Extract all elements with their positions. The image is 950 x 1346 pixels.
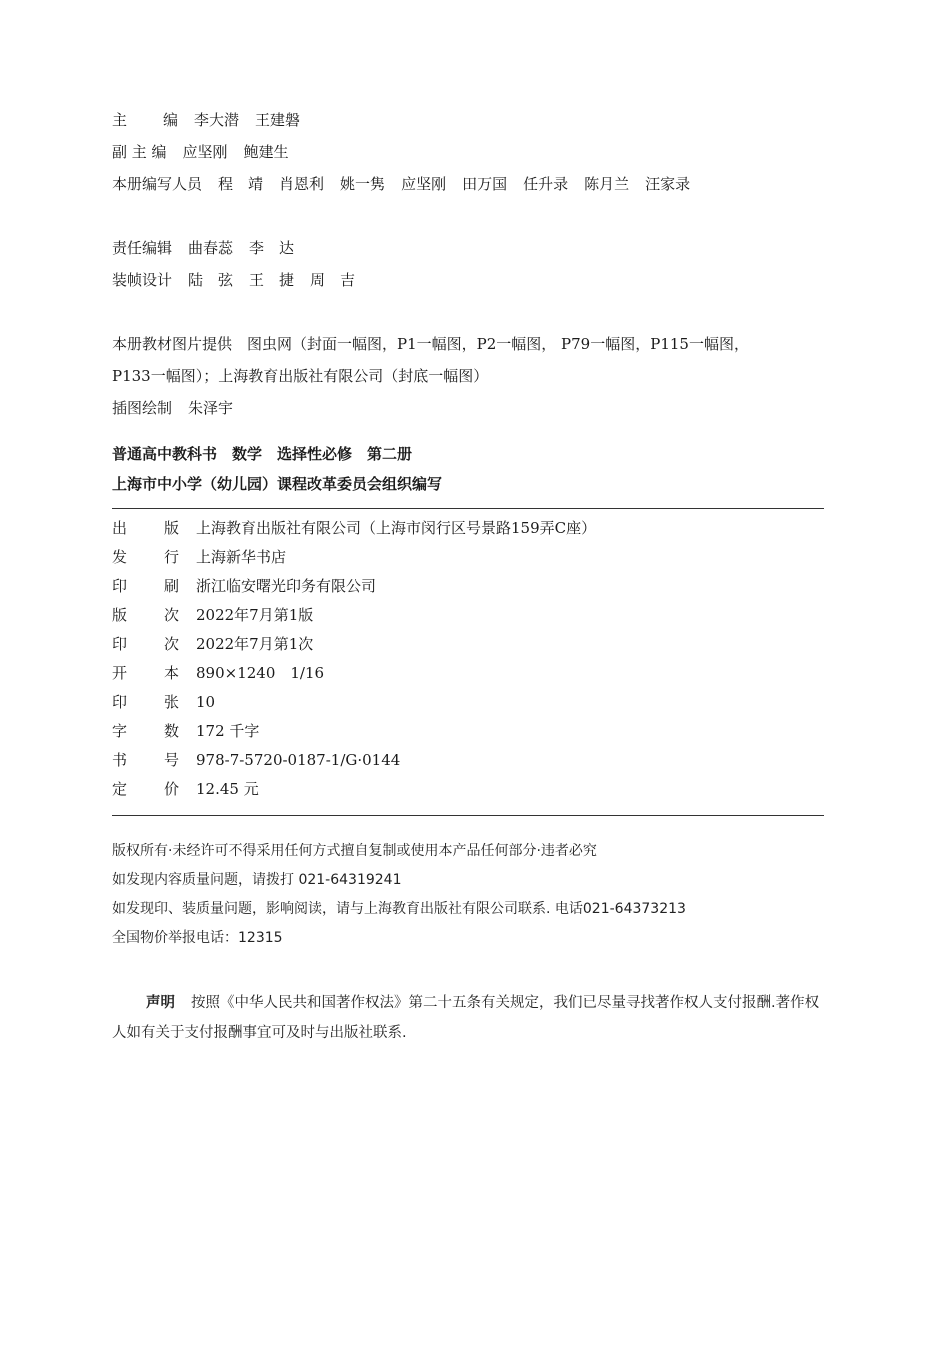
illustration-line bbox=[112, 398, 233, 418]
info-value: 上海新华书店 bbox=[196, 548, 287, 566]
responsible-editor-name: 李 达 bbox=[249, 239, 295, 257]
info-key: 次 bbox=[164, 635, 180, 653]
top-divider bbox=[112, 508, 824, 509]
info-value: 12.45 元 bbox=[196, 780, 259, 798]
info-value: 浙江临安曙光印务有限公司 bbox=[196, 577, 377, 595]
responsible-editor-label: 责任编辑 bbox=[112, 239, 173, 257]
chief-editor-label-b: 编 bbox=[163, 111, 179, 129]
writer-name: 肖恩利 bbox=[279, 175, 325, 193]
writer-name: 程 靖 bbox=[218, 175, 264, 193]
info-key: 版 bbox=[112, 606, 128, 624]
writer-name: 姚一隽 bbox=[340, 175, 386, 193]
responsible-editor-name: 曲春蕊 bbox=[188, 239, 234, 257]
info-key: 印 bbox=[112, 635, 128, 653]
declaration-paragraph bbox=[112, 988, 824, 1048]
designer-name: 王 捷 bbox=[249, 271, 295, 289]
info-value: 890×1240 1/16 bbox=[196, 664, 325, 682]
design-line bbox=[112, 270, 355, 290]
writers-line bbox=[112, 174, 690, 194]
info-key: 价 bbox=[164, 780, 180, 798]
info-key: 本 bbox=[164, 664, 180, 682]
info-key: 号 bbox=[164, 751, 180, 769]
illustration-label: 插图绘制 bbox=[112, 399, 173, 417]
chief-editor-line bbox=[112, 110, 300, 130]
design-label: 装帧设计 bbox=[112, 271, 173, 289]
info-key: 刷 bbox=[164, 577, 180, 595]
writers-label: 本册编写人员 bbox=[112, 175, 203, 193]
info-key: 行 bbox=[164, 548, 180, 566]
info-value: 978-7-5720-0187-1/G·0144 bbox=[196, 751, 401, 769]
copyright-notice: 版权所有·未经许可不得采用任何方式擅自复制或使用本产品任何部分·违者必究 bbox=[112, 843, 597, 859]
designer-name: 周 吉 bbox=[310, 271, 356, 289]
chief-editor-name: 李大潜 bbox=[194, 111, 240, 129]
designer-name: 陆 弦 bbox=[188, 271, 234, 289]
print-quality-contact: 如发现印、装质量问题，影响阅读，请与上海教育出版社有限公司联系. 电话021-64373213 bbox=[112, 901, 686, 917]
image-credits-line-1: 本册教材图片提供 图虫网（封面一幅图，P1一幅图，P2一幅图， P79一幅图，P115一幅图， bbox=[112, 335, 749, 353]
chief-editor-name: 王建磐 bbox=[255, 111, 301, 129]
deputy-editor-label: 副 主 编 bbox=[112, 143, 167, 161]
info-key: 字 bbox=[112, 722, 128, 740]
deputy-editor-line bbox=[112, 142, 289, 162]
deputy-editor-name: 应坚刚 bbox=[182, 143, 228, 161]
info-key: 次 bbox=[164, 606, 180, 624]
info-value: 172 千字 bbox=[196, 722, 260, 740]
info-key: 发 bbox=[112, 548, 128, 566]
chief-editor-label-a: 主 bbox=[112, 111, 128, 129]
bottom-divider bbox=[112, 815, 824, 816]
info-key: 出 bbox=[112, 519, 128, 537]
price-report-phone: 全国物价举报电话：12315 bbox=[112, 930, 283, 946]
info-key: 印 bbox=[112, 693, 128, 711]
writer-name: 任升录 bbox=[523, 175, 569, 193]
info-key: 开 bbox=[112, 664, 128, 682]
info-key: 定 bbox=[112, 780, 128, 798]
info-key: 印 bbox=[112, 577, 128, 595]
compiler-line: 上海市中小学（幼儿园）课程改革委员会组织编写 bbox=[112, 475, 443, 493]
info-key: 数 bbox=[164, 722, 180, 740]
writer-name: 应坚刚 bbox=[401, 175, 447, 193]
content-quality-contact: 如发现内容质量问题，请拨打 021-64319241 bbox=[112, 872, 402, 888]
info-key: 张 bbox=[164, 693, 180, 711]
illustrator-name: 朱泽宇 bbox=[188, 399, 234, 417]
responsible-editor-line bbox=[112, 238, 294, 258]
declaration-text: 按照《中华人民共和国著作权法》第二十五条有关规定，我们已尽量寻找著作权人支付报酬.著作权人如有关于支付报酬事宜可及时与出版社联系. bbox=[112, 995, 820, 1041]
info-value: 2022年7月第1次 bbox=[196, 635, 314, 653]
info-value: 2022年7月第1版 bbox=[196, 606, 314, 624]
declaration-label: 声明 bbox=[146, 995, 175, 1011]
writer-name: 汪家录 bbox=[645, 175, 691, 193]
info-value: 上海教育出版社有限公司（上海市闵行区号景路159弄C座） bbox=[196, 519, 597, 537]
writer-name: 田万国 bbox=[462, 175, 508, 193]
writer-name: 陈月兰 bbox=[584, 175, 630, 193]
info-key: 书 bbox=[112, 751, 128, 769]
info-value: 10 bbox=[196, 693, 216, 711]
info-key: 版 bbox=[164, 519, 180, 537]
deputy-editor-name: 鲍建生 bbox=[243, 143, 289, 161]
image-credits-line-2: P133一幅图）；上海教育出版社有限公司（封底一幅图） bbox=[112, 367, 489, 385]
book-title: 普通高中教科书 数学 选择性必修 第二册 bbox=[112, 445, 413, 463]
